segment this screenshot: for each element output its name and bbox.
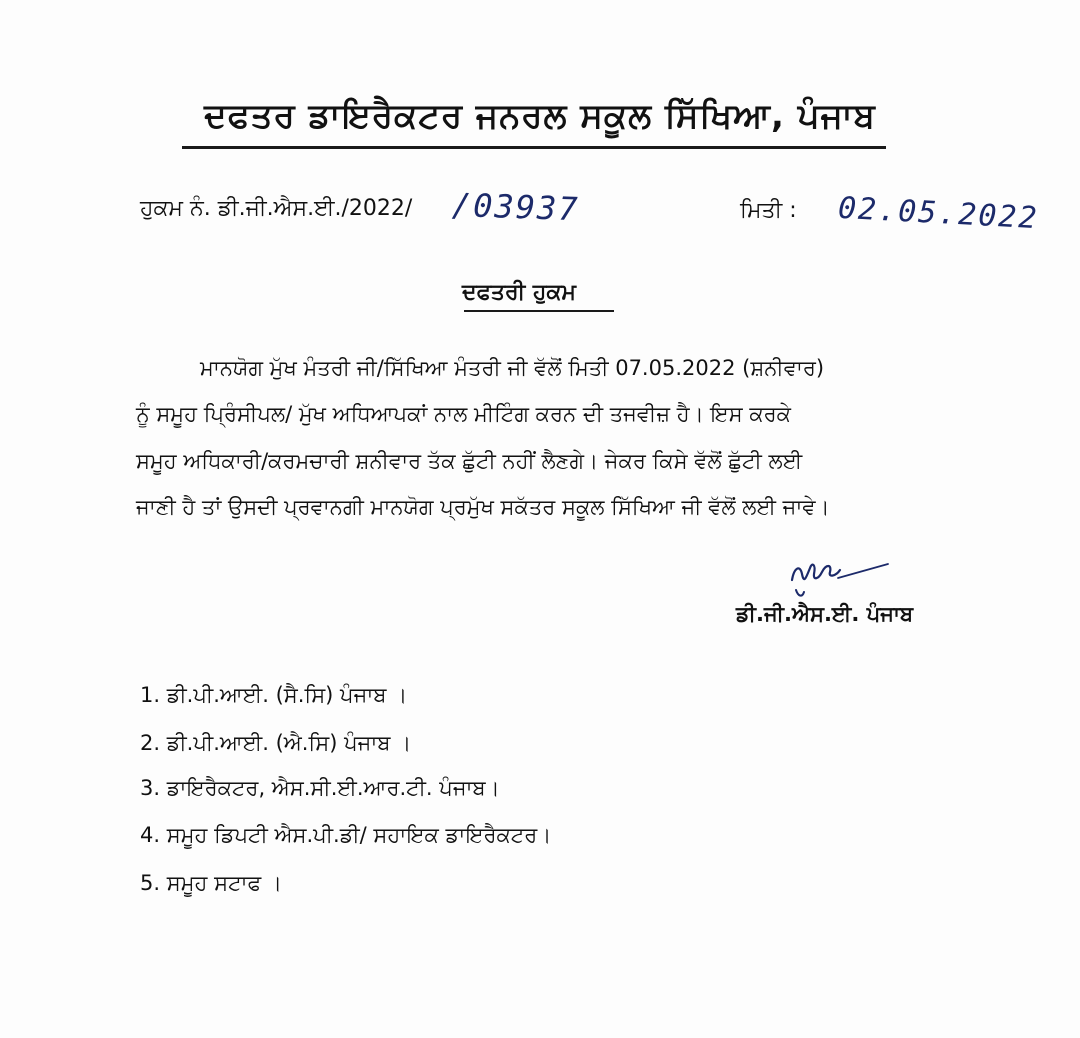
order-number-handwritten: /03937 bbox=[451, 185, 581, 229]
order-subject: ਦਫਤਰੀ ਹੁਕਮ bbox=[462, 280, 576, 305]
distribution-item: 3. ਡਾਇਰੈਕਟਰ, ਐਸ.ਸੀ.ਈ.ਆਰ.ਟੀ. ਪੰਜਾਬ। bbox=[140, 776, 500, 800]
date-handwritten: 02.05.2022 bbox=[837, 190, 1040, 237]
body-line: ਸਮੂਹ ਅਧਿਕਾਰੀ/ਕਰਮਚਾਰੀ ਸ਼ਨੀਵਾਰ ਤੱਕ ਛੁੱਟੀ ਨਹੀਂ ਲੈਣਗੇ। ਜੇਕਰ ਕਿਸੇ ਵੱਲੋਂ ਛੁੱਟੀ ਲਈ bbox=[136, 449, 803, 473]
heading-underline bbox=[182, 146, 886, 149]
signatory-designation: ਡੀ.ਜੀ.ਐਸ.ਈ. ਪੰਜਾਬ bbox=[736, 602, 914, 626]
body-line: ਜਾਣੀ ਹੈ ਤਾਂ ਉਸਦੀ ਪ੍ਰਵਾਨਗੀ ਮਾਨਯੋਗ ਪ੍ਰਮੁੱਖ ਸਕੱਤਰ ਸਕੂਲ ਸਿੱਖਿਆ ਜੀ ਵੱਲੋਂ ਲਈ ਜਾਵੇ। bbox=[136, 495, 830, 519]
date-label: ਮਿਤੀ : bbox=[740, 198, 797, 223]
order-number-label: ਹੁਕਮ ਨੰ. ਡੀ.ਜੀ.ਐਸ.ਈ./2022/ bbox=[140, 196, 413, 221]
body-line: ਮਾਨਯੋਗ ਮੁੱਖ ਮੰਤਰੀ ਜੀ/ਸਿੱਖਿਆ ਮੰਤਰੀ ਜੀ ਵੱਲੋਂ ਮਿਤੀ 07.05.2022 (ਸ਼ਨੀਵਾਰ) bbox=[200, 356, 825, 380]
subject-underline bbox=[464, 310, 614, 312]
signature-scribble bbox=[780, 550, 900, 610]
office-heading: ਦਫਤਰ ਡਾਇਰੈਕਟਰ ਜਨਰਲ ਸਕੂਲ ਸਿੱਖਿਆ, ਪੰਜਾਬ bbox=[204, 96, 876, 136]
distribution-item: 1. ਡੀ.ਪੀ.ਆਈ. (ਸੈ.ਸਿ) ਪੰਜਾਬ । bbox=[140, 683, 408, 707]
distribution-item: 4. ਸਮੂਹ ਡਿਪਟੀ ਐਸ.ਪੀ.ਡੀ/ ਸਹਾਇਕ ਡਾਇਰੈਕਟਰ। bbox=[140, 823, 552, 847]
body-line: ਨੂੰ ਸਮੂਹ ਪ੍ਰਿੰਸੀਪਲ/ ਮੁੱਖ ਅਧਿਆਪਕਾਂ ਨਾਲ ਮੀਟਿੰਗ ਕਰਨ ਦੀ ਤਜਵੀਜ਼ ਹੈ। ਇਸ ਕਰਕੇ bbox=[136, 402, 791, 426]
distribution-item: 5. ਸਮੂਹ ਸਟਾਫ । bbox=[140, 871, 283, 895]
distribution-item: 2. ਡੀ.ਪੀ.ਆਈ. (ਐ.ਸਿ) ਪੰਜਾਬ । bbox=[140, 731, 412, 755]
